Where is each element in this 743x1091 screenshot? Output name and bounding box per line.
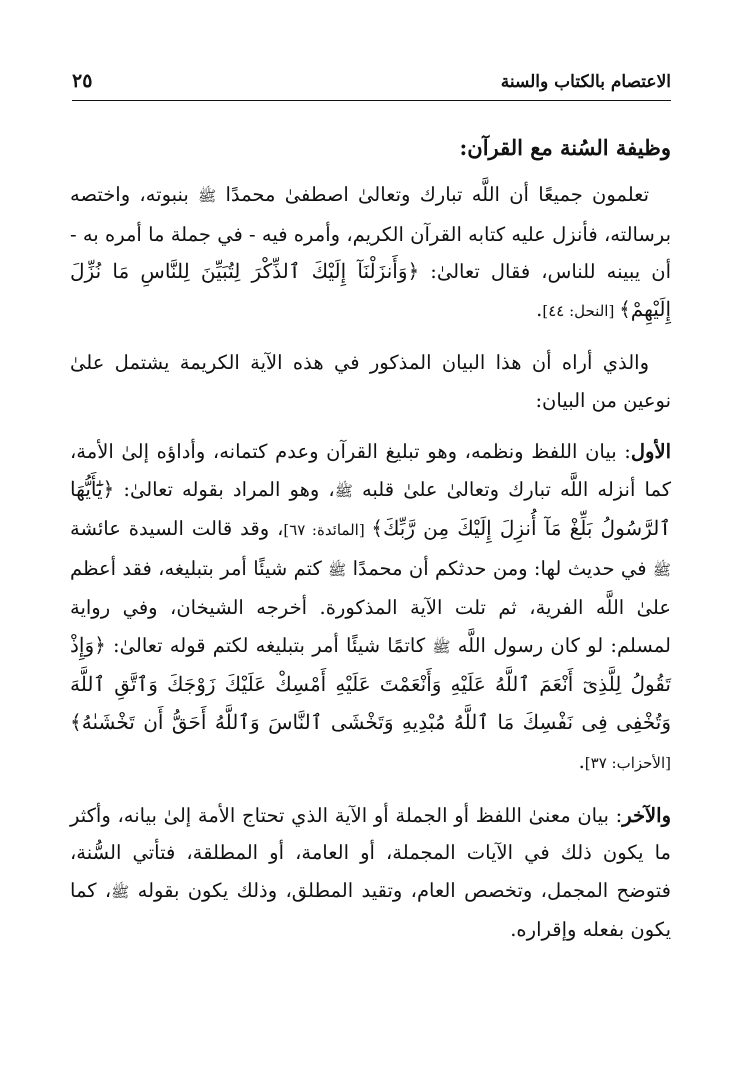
- page-body: [70, 128, 671, 963]
- paragraph-3: [70, 433, 671, 783]
- salawat-symbol: ﷺ: [334, 481, 353, 500]
- salawat-symbol: ﷺ: [432, 637, 451, 656]
- paragraph-text: تعلمون جميعًا أن اللَّه تبارك وتعالىٰ اصطفىٰ محمدًا: [216, 183, 650, 206]
- section-heading: وظيفة السُنة مع القرآن:: [459, 135, 671, 160]
- header-divider: [72, 100, 671, 101]
- salawat-symbol: ﷺ: [198, 187, 217, 205]
- verse-reference: [الأحزاب: ٣٧]: [584, 754, 671, 772]
- salawat-symbol: ﷺ: [111, 882, 130, 901]
- verse-reference: [النحل: ٤٤]: [542, 301, 620, 320]
- paragraph-text: : بيان معنىٰ اللفظ أو الجملة أو الآية الذي تحتاج الأمة إلىٰ بيانه، وأكثر ما يكون ذلك في الآيات المجملة، أو العامة، أو المطلقة، فتأتي السُّنة، فتوضح المجمل، وتخصص العام، وتقيد المطلق، وذلك يكون بقوله: [70, 803, 671, 902]
- verse-reference: [المائدة: ٦٧]: [283, 521, 372, 539]
- paragraph-2: والذي أراه أن هذا البيان المذكور في هذه الآية الكريمة يشتمل علىٰ نوعين من البيان:: [70, 351, 671, 412]
- paragraph-1: [70, 176, 671, 330]
- quran-verse: ﴿وَأَنزَلْنَآ إِلَيْكَ ٱلذِّكْرَ لِتُبَيِّنَ لِلنَّاسِ مَا نُزِّلَ إِلَيْهِمْ﴾: [70, 259, 671, 321]
- paragraph-end: .: [578, 750, 585, 773]
- paragraph-text: ، كما يكون بفعله وإقراره.: [70, 878, 671, 941]
- paragraph-text: بنبوته، واختصه برسالته، فأنزل عليه كتابه القرآن الكريم، وأمره فيه - في جملة ما أمره به - أن يبينه للناس، فقال تعالىٰ:: [70, 183, 672, 283]
- honorific-symbol: ﷺ: [652, 560, 671, 579]
- paragraph-text: ، وقد قالت السيدة عائشة: [70, 517, 284, 540]
- paragraph-text: ، وهو المراد بقوله تعالىٰ:: [114, 477, 335, 501]
- paragraph-text: في حديث لها: ومن حدثكم أن محمدًا: [346, 556, 653, 580]
- quran-verse: ﴿وَإِذْ تَقُولُ لِلَّذِىٓ أَنْعَمَ ٱللَّهُ عَلَيْهِ وَأَنْعَمْتَ عَلَيْهِ أَمْسِكْ عَلَيْكَ زَوْجَكَ وَٱتَّقِ ٱللَّهَ وَتُخْفِى فِى نَفْسِكَ مَا ٱللَّهُ مُبْدِيهِ وَتَخْشَى ٱلنَّاسَ وَٱللَّهُ أَحَقُّ أَن تَخْشَىٰهُ﴾: [70, 632, 671, 734]
- running-header: [72, 62, 671, 92]
- running-title: الاعتصام بالكتاب والسنة: [500, 72, 671, 92]
- quran-verse: ﴿يَٰٓأَيُّهَا ٱلرَّسُولُ بَلِّغْ مَآ أُنزِلَ إِلَيْكَ مِن رَّبِّكَ﴾: [70, 476, 671, 540]
- lead-term: والآخر: [622, 803, 671, 827]
- paragraph-end: .: [536, 297, 543, 321]
- lead-term: الأول: [630, 440, 671, 463]
- page-number: ٢٥: [72, 70, 93, 92]
- paragraph-text: : بيان اللفظ ونظمه، وهو تبليغ القرآن وعدم كتمانه، وأداؤه إلىٰ الأمة، كما أنزله اللَّه تبارك وتعالىٰ علىٰ قلبه: [70, 440, 672, 501]
- paragraph-text: كاتمًا شيئًا أمر بتبليغه لكتم قوله تعالىٰ:: [105, 633, 433, 657]
- salawat-symbol: ﷺ: [328, 560, 347, 579]
- paragraph-4: [70, 797, 671, 949]
- paragraph-text: كتم شيئًا أمر بتبليغه، فقد أعظم علىٰ اللَّه الفرية، ثم تلت الآية المذكورة. أخرجه الشيخان، وفي رواية لمسلم: لو كان رسول اللَّه: [70, 556, 671, 657]
